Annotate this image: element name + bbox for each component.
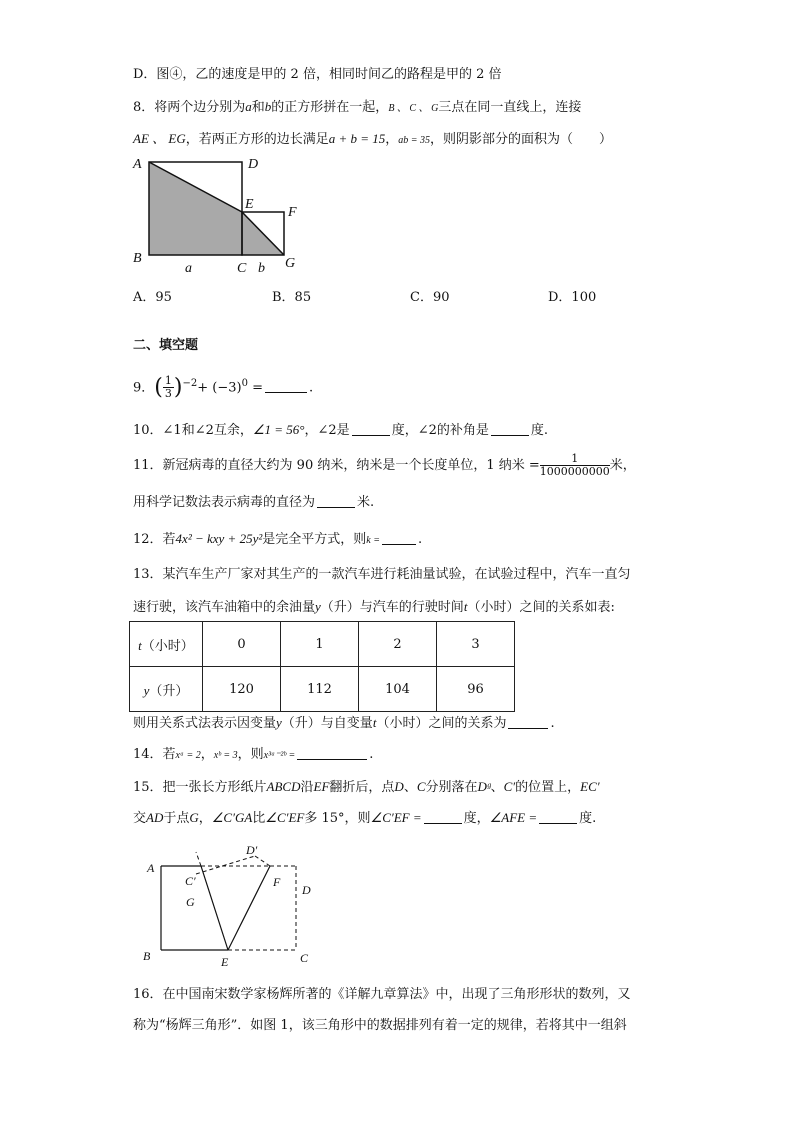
dash-dpf: [255, 856, 270, 866]
dash-gcp: [196, 852, 201, 866]
table-cell: 1: [281, 622, 359, 667]
label-g: G: [186, 895, 195, 909]
table-header-y: y（升）: [130, 667, 203, 712]
q16-line2: 称为“杨辉三角形”．如图 1，该三角形中的数据排列有着一定的规律，若将其中一组斜: [133, 1018, 627, 1033]
shaded-region: [149, 162, 284, 255]
q15-line1: 15．把一张长方形纸片ABCD沿EF翻折后，点D、C分别落在Dᵍ、C′的位置上，EC′: [133, 779, 600, 795]
q7-option-d: D．图④，乙的速度是甲的 2 倍，相同时间乙的路程是甲的 2 倍: [133, 67, 502, 82]
q15-line2: 交AD于点G，∠C′GA比∠C′EF多 15°，则∠C′EF = 度，∠AFE = 度.: [133, 810, 597, 826]
q8-option-a: A．95: [133, 290, 172, 305]
dash-cpdp: [196, 856, 255, 874]
q14: 14．若xᵃ = 2，xᵇ = 3，则x³ᵃ⁻²ᵇ = .: [133, 747, 374, 762]
table-cell: 2: [359, 622, 437, 667]
q8-figure: [125, 150, 315, 280]
q13-line1: 13．某汽车生产厂家对其生产的一款汽车进行耗油量试验，在试验过程中，汽车一直匀: [133, 567, 631, 582]
q16-line1: 16．在中国南宋数学家杨辉所著的《详解九章算法》中，出现了三角形形状的数列，又: [133, 987, 631, 1002]
q8-line2: AE 、 EG，若两正方形的边长满足a + b = 15，ab = 35，则阴影部分的面积为（ ）: [133, 131, 613, 147]
edge-ge-fold: [201, 866, 228, 950]
table-header-t: t（小时）: [130, 622, 203, 667]
q12: 12．若4x² − kxy + 25y²是完全平方式，则k = .: [133, 531, 423, 547]
q13-line2: 速行驶，该汽车油箱中的余油量y（升）与汽车的行驶时间t（小时）之间的关系如表:: [133, 599, 615, 615]
q11-line2: 用科学记数法表示病毒的直径为 米.: [133, 495, 375, 510]
q9: 9．( $\frac{1}{3}$ )$^{-2}+ (-3)^0$ = .: [133, 374, 314, 401]
q13-table: [129, 621, 515, 712]
label-side-a: a: [185, 261, 192, 276]
label-dp: D′: [246, 843, 258, 857]
q8-line1: 8．将两个边分别为a和b的正方形拼在一起，B 、 C 、 G三点在同一直线上，连接: [133, 99, 582, 115]
label-f: F: [273, 875, 281, 889]
table-cell: 120: [203, 667, 281, 712]
label-b-point: B: [133, 251, 142, 266]
table-row: [130, 622, 515, 667]
label-a: A: [147, 861, 155, 875]
label-g-point: G: [285, 256, 296, 271]
label-e: E: [221, 955, 229, 968]
q11-line1: 11．新冠病毒的直径大约为 90 纳米，纳米是一个长度单位，1 纳米 = $\frac{1}{1000000000}$ 米，: [133, 452, 636, 478]
table-row: [130, 667, 515, 712]
section-title: 二、填空题: [133, 338, 199, 353]
q8-option-c: C．90: [410, 290, 450, 305]
table-cell: 3: [437, 622, 515, 667]
q15-figure: [138, 838, 328, 968]
q8-option-d: D．100: [548, 290, 597, 305]
label-d-point: D: [248, 157, 259, 172]
label-d: D: [302, 883, 311, 897]
label-e-point: E: [245, 197, 254, 212]
label-cp: C′: [185, 874, 196, 888]
label-side-b: b: [258, 261, 265, 276]
table-cell: 96: [437, 667, 515, 712]
table-cell: 112: [281, 667, 359, 712]
label-a-point: A: [133, 157, 142, 172]
q8-option-b: B．85: [272, 290, 312, 305]
table-cell: 104: [359, 667, 437, 712]
label-b: B: [143, 949, 151, 963]
label-f-point: F: [288, 205, 297, 220]
q10: 10．∠1和∠2互余，∠1 = 56°，∠2是 度，∠2的补角是 度.: [133, 422, 548, 438]
label-c: C: [300, 951, 309, 965]
q13-after: 则用关系式法表示因变量y（升）与自变量t（小时）之间的关系为 .: [133, 715, 555, 731]
table-cell: 0: [203, 622, 281, 667]
label-c-point: C: [237, 261, 247, 276]
edge-ef: [228, 866, 270, 950]
